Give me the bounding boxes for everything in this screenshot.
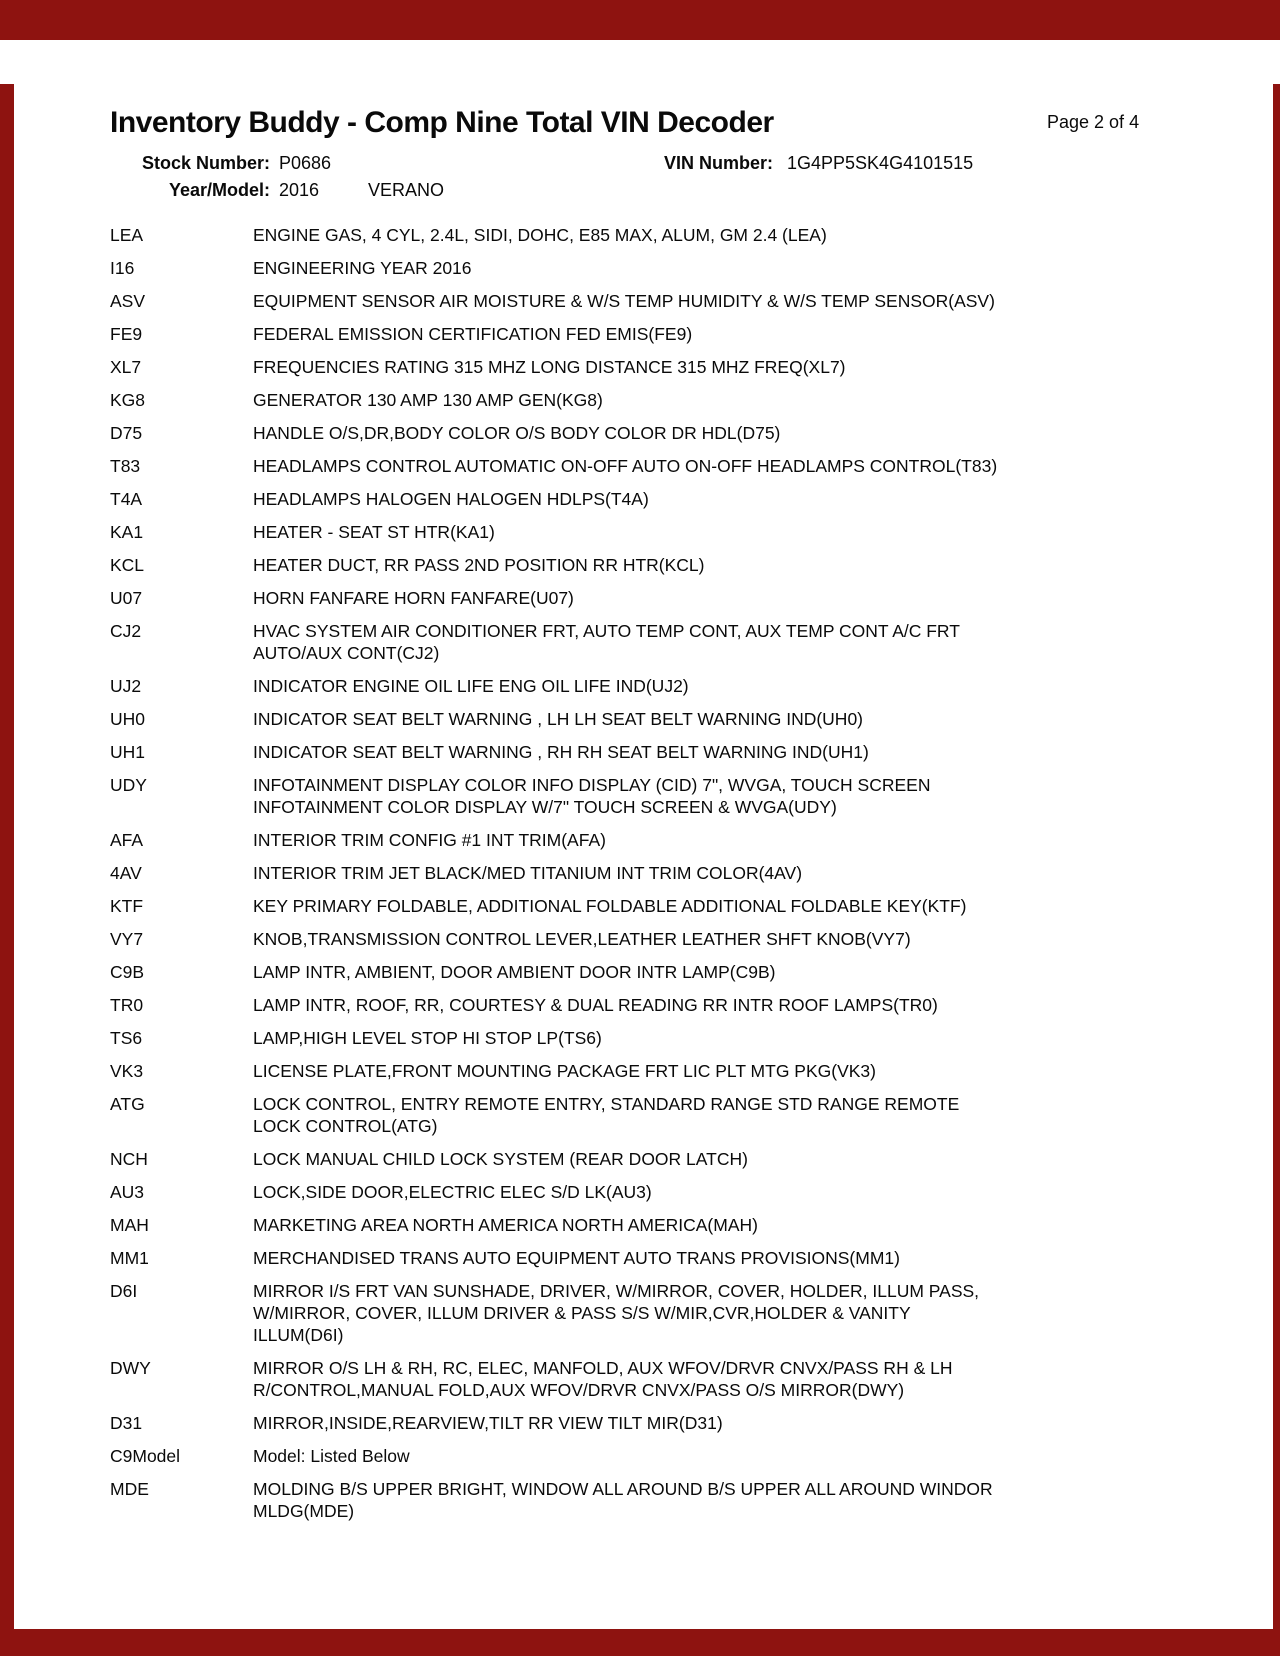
option-description xyxy=(253,994,1170,1016)
option-description xyxy=(253,356,1170,378)
scan-edge-top xyxy=(0,0,1280,40)
option-code: AFA xyxy=(110,830,144,850)
table-row xyxy=(110,928,1170,950)
table-row xyxy=(110,290,1170,312)
option-code: UH1 xyxy=(110,742,146,762)
option-code: CJ2 xyxy=(110,621,142,641)
option-code: D75 xyxy=(110,423,143,443)
table-row xyxy=(110,488,1170,510)
stock-number-label: Stock Number: xyxy=(141,153,270,173)
table-row xyxy=(110,1412,1170,1434)
table-row xyxy=(110,554,1170,576)
option-code: KA1 xyxy=(110,522,144,542)
option-code: VK3 xyxy=(110,1061,144,1081)
table-row xyxy=(110,994,1170,1016)
option-code: C9B xyxy=(110,962,145,982)
table-row xyxy=(110,422,1170,444)
description-line: INFOTAINMENT DISPLAY COLOR INFO DISPLAY (CID) 7", WVGA, TOUCH SCREEN xyxy=(253,775,931,795)
description-line: MOLDING B/S UPPER BRIGHT, WINDOW ALL AROUND B/S UPPER ALL AROUND WINDOR xyxy=(253,1479,993,1499)
option-description xyxy=(253,895,1170,917)
option-description xyxy=(253,1181,1170,1203)
option-code: DWY xyxy=(110,1358,151,1378)
option-description xyxy=(253,389,1170,411)
table-row xyxy=(110,1247,1170,1269)
option-code: LEA xyxy=(110,225,144,245)
scan-edge-right xyxy=(1273,84,1280,1656)
description-line: ENGINE GAS, 4 CYL, 2.4L, SIDI, DOHC, E85 MAX, ALUM, GM 2.4 (LEA) xyxy=(253,225,827,245)
option-description xyxy=(253,829,1170,851)
description-line: HEATER - SEAT ST HTR(KA1) xyxy=(253,522,495,542)
option-description xyxy=(253,1214,1170,1236)
option-code: VY7 xyxy=(110,929,144,949)
option-code: D6I xyxy=(110,1281,138,1301)
description-line: LAMP INTR, ROOF, RR, COURTESY & DUAL READING RR INTR ROOF LAMPS(TR0) xyxy=(253,995,938,1015)
option-code: UH0 xyxy=(110,709,146,729)
option-description xyxy=(253,1412,1170,1434)
option-code: FE9 xyxy=(110,324,143,344)
table-row xyxy=(110,323,1170,345)
option-code: I16 xyxy=(110,258,135,278)
scan-edge-bottom xyxy=(0,1629,1280,1656)
table-row xyxy=(110,1181,1170,1203)
description-line: INFOTAINMENT COLOR DISPLAY W/7" TOUCH SCREEN & WVGA(UDY) xyxy=(253,797,837,817)
vin-number-value: 1G4PP5SK4G4101515 xyxy=(787,153,974,173)
table-row xyxy=(110,829,1170,851)
option-description xyxy=(253,1027,1170,1049)
option-code: UDY xyxy=(110,775,147,795)
table-row xyxy=(110,1478,1170,1522)
table-row xyxy=(110,620,1170,664)
option-description xyxy=(253,1060,1170,1082)
option-description xyxy=(253,620,1170,664)
description-line: LOCK MANUAL CHILD LOCK SYSTEM (REAR DOOR LATCH) xyxy=(253,1149,748,1169)
option-description xyxy=(253,1357,1170,1401)
option-description xyxy=(253,488,1170,510)
description-line: R/CONTROL,MANUAL FOLD,AUX WFOV/DRVR CNVX/PASS O/S MIRROR(DWY) xyxy=(253,1380,905,1400)
decoder-rows xyxy=(110,224,1170,1533)
description-line: LAMP,HIGH LEVEL STOP HI STOP LP(TS6) xyxy=(253,1028,602,1048)
option-code: D31 xyxy=(110,1413,143,1433)
description-line: MIRROR,INSIDE,REARVIEW,TILT RR VIEW TILT MIR(D31) xyxy=(253,1413,723,1433)
table-row xyxy=(110,1280,1170,1346)
table-row xyxy=(110,1148,1170,1170)
option-code: MM1 xyxy=(110,1248,149,1268)
description-line: MIRROR I/S FRT VAN SUNSHADE, DRIVER, W/MIRROR, COVER, HOLDER, ILLUM PASS, xyxy=(253,1281,980,1301)
option-code: XL7 xyxy=(110,357,142,377)
stock-number-value: P0686 xyxy=(279,153,332,173)
option-description xyxy=(253,323,1170,345)
option-description xyxy=(253,961,1170,983)
year-value: 2016 xyxy=(279,180,320,200)
table-row xyxy=(110,1445,1170,1467)
description-line: HORN FANFARE HORN FANFARE(U07) xyxy=(253,588,574,608)
option-code: AU3 xyxy=(110,1182,145,1202)
description-line: ILLUM(D6I) xyxy=(253,1325,344,1345)
page-title: Inventory Buddy - Comp Nine Total VIN Decoder xyxy=(110,106,774,139)
table-row xyxy=(110,862,1170,884)
table-row xyxy=(110,1214,1170,1236)
option-description xyxy=(253,928,1170,950)
description-line: EQUIPMENT SENSOR AIR MOISTURE & W/S TEMP HUMIDITY & W/S TEMP SENSOR(ASV) xyxy=(253,291,995,311)
option-code: U07 xyxy=(110,588,143,608)
option-description xyxy=(253,675,1170,697)
option-code: MDE xyxy=(110,1479,149,1499)
description-line: HEADLAMPS CONTROL AUTOMATIC ON-OFF AUTO ON-OFF HEADLAMPS CONTROL(T83) xyxy=(253,456,998,476)
description-line: MIRROR O/S LH & RH, RC, ELEC, MANFOLD, AUX WFOV/DRVR CNVX/PASS RH & LH xyxy=(253,1358,953,1378)
option-code: ATG xyxy=(110,1094,145,1114)
option-description xyxy=(253,554,1170,576)
table-row xyxy=(110,675,1170,697)
table-row xyxy=(110,455,1170,477)
description-line: HVAC SYSTEM AIR CONDITIONER FRT, AUTO TEMP CONT, AUX TEMP CONT A/C FRT xyxy=(253,621,960,641)
description-line: INTERIOR TRIM CONFIG #1 INT TRIM(AFA) xyxy=(253,830,606,850)
table-row xyxy=(110,895,1170,917)
table-row xyxy=(110,389,1170,411)
description-line: LOCK,SIDE DOOR,ELECTRIC ELEC S/D LK(AU3) xyxy=(253,1182,652,1202)
table-row xyxy=(110,521,1170,543)
description-line: INDICATOR SEAT BELT WARNING , RH RH SEAT BELT WARNING IND(UH1) xyxy=(253,742,869,762)
table-row xyxy=(110,1093,1170,1137)
option-code: TS6 xyxy=(110,1028,143,1048)
description-line: Model: Listed Below xyxy=(253,1446,410,1466)
table-row xyxy=(110,257,1170,279)
description-line: INTERIOR TRIM JET BLACK/MED TITANIUM INT TRIM COLOR(4AV) xyxy=(253,863,803,883)
option-description xyxy=(253,741,1170,763)
description-line: FREQUENCIES RATING 315 MHZ LONG DISTANCE 315 MHZ FREQ(XL7) xyxy=(253,357,846,377)
description-line: FEDERAL EMISSION CERTIFICATION FED EMIS(FE9) xyxy=(253,324,693,344)
description-line: LOCK CONTROL, ENTRY REMOTE ENTRY, STANDARD RANGE STD RANGE REMOTE xyxy=(253,1094,960,1114)
option-code: KCL xyxy=(110,555,145,575)
description-line: AUTO/AUX CONT(CJ2) xyxy=(253,643,440,663)
option-description xyxy=(253,224,1170,246)
option-code: 4AV xyxy=(110,863,142,883)
table-row xyxy=(110,708,1170,730)
table-row xyxy=(110,356,1170,378)
description-line: W/MIRROR, COVER, ILLUM DRIVER & PASS S/S W/MIR,CVR,HOLDER & VANITY xyxy=(253,1303,911,1323)
option-code: KG8 xyxy=(110,390,146,410)
description-line: ENGINEERING YEAR 2016 xyxy=(253,258,472,278)
option-description xyxy=(253,290,1170,312)
option-code: T83 xyxy=(110,456,141,476)
option-description xyxy=(253,1093,1170,1137)
table-row xyxy=(110,1060,1170,1082)
option-description xyxy=(253,708,1170,730)
option-code: KTF xyxy=(110,896,144,916)
option-description xyxy=(253,1280,1170,1346)
option-description xyxy=(253,587,1170,609)
option-code: MAH xyxy=(110,1215,149,1235)
page-number: Page 2 of 4 xyxy=(1047,112,1140,132)
option-description xyxy=(253,774,1170,818)
description-line: LICENSE PLATE,FRONT MOUNTING PACKAGE FRT LIC PLT MTG PKG(VK3) xyxy=(253,1061,876,1081)
table-row xyxy=(110,774,1170,818)
description-line: KEY PRIMARY FOLDABLE, ADDITIONAL FOLDABLE ADDITIONAL FOLDABLE KEY(KTF) xyxy=(253,896,967,916)
option-description xyxy=(253,862,1170,884)
description-line: GENERATOR 130 AMP 130 AMP GEN(KG8) xyxy=(253,390,603,410)
option-description xyxy=(253,422,1170,444)
description-line: INDICATOR SEAT BELT WARNING , LH LH SEAT BELT WARNING IND(UH0) xyxy=(253,709,864,729)
table-row xyxy=(110,1357,1170,1401)
table-row xyxy=(110,741,1170,763)
description-line: MARKETING AREA NORTH AMERICA NORTH AMERICA(MAH) xyxy=(253,1215,758,1235)
vin-number-label: VIN Number: xyxy=(663,153,773,173)
table-row xyxy=(110,224,1170,246)
table-row xyxy=(110,1027,1170,1049)
option-description xyxy=(253,1247,1170,1269)
option-code: T4A xyxy=(110,489,143,509)
option-description xyxy=(253,521,1170,543)
description-line: MERCHANDISED TRANS AUTO EQUIPMENT AUTO TRANS PROVISIONS(MM1) xyxy=(253,1248,900,1268)
option-description xyxy=(253,1148,1170,1170)
table-row xyxy=(110,961,1170,983)
description-line: KNOB,TRANSMISSION CONTROL LEVER,LEATHER LEATHER SHFT KNOB(VY7) xyxy=(253,929,911,949)
description-line: LAMP INTR, AMBIENT, DOOR AMBIENT DOOR INTR LAMP(C9B) xyxy=(253,962,776,982)
description-line: INDICATOR ENGINE OIL LIFE ENG OIL LIFE IND(UJ2) xyxy=(253,676,689,696)
description-line: LOCK CONTROL(ATG) xyxy=(253,1116,438,1136)
option-code: UJ2 xyxy=(110,676,142,696)
option-description xyxy=(253,257,1170,279)
description-line: HANDLE O/S,DR,BODY COLOR O/S BODY COLOR DR HDL(D75) xyxy=(253,423,781,443)
description-line: MLDG(MDE) xyxy=(253,1501,355,1521)
option-description xyxy=(253,455,1170,477)
description-line: HEADLAMPS HALOGEN HALOGEN HDLPS(T4A) xyxy=(253,489,649,509)
year-model-label: Year/Model: xyxy=(168,180,270,200)
option-description xyxy=(253,1445,1170,1467)
scan-edge-left xyxy=(0,84,14,1656)
description-line: HEATER DUCT, RR PASS 2ND POSITION RR HTR(KCL) xyxy=(253,555,705,575)
option-code: TR0 xyxy=(110,995,144,1015)
option-code: NCH xyxy=(110,1149,148,1169)
model-value: VERANO xyxy=(368,180,445,200)
option-description xyxy=(253,1478,1170,1522)
table-row xyxy=(110,587,1170,609)
option-code: ASV xyxy=(110,291,146,311)
option-code: C9Model xyxy=(110,1446,181,1466)
